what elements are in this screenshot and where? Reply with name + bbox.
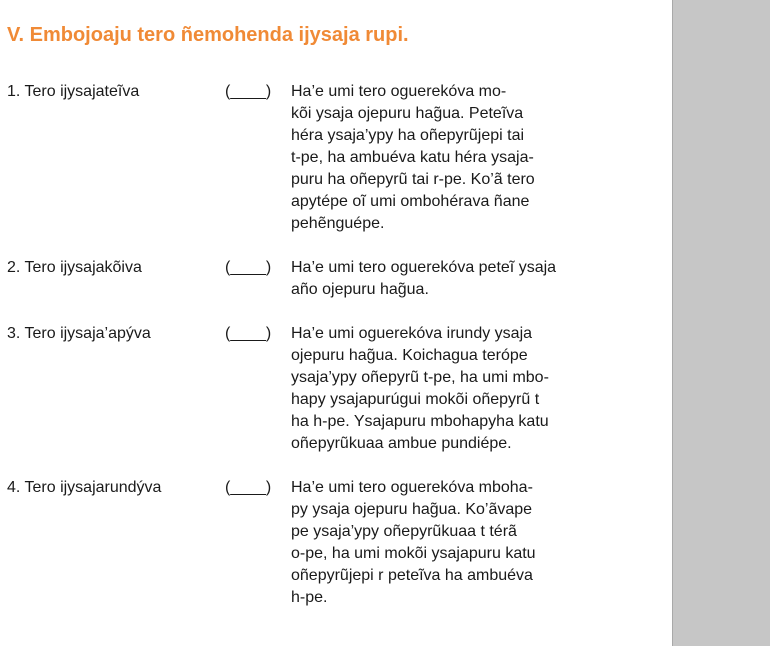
description-line: h-pe. xyxy=(291,589,328,606)
description-line: kõi ysaja ojepuru hag̃ua. Peteĩva xyxy=(291,105,524,122)
description-line: Ha’e umi tero oguerekóva mo- xyxy=(291,83,507,100)
description-line: Ha’e umi oguerekóva irundy ysaja xyxy=(291,325,533,342)
description-line: Ha’e umi tero oguerekóva peteĩ ysaja xyxy=(291,259,557,276)
side-panel xyxy=(672,0,770,646)
description-line: héra ysaja’ypy ha oñepyrũjepi tai xyxy=(291,127,525,144)
answer-blank[interactable]: (____) xyxy=(225,325,272,342)
description-line: oñepyrũkuaa ambue pundiépe. xyxy=(291,435,512,452)
item-description xyxy=(291,257,611,301)
item-term: 4. Tero ijysajarundýva xyxy=(7,479,162,496)
description-line: apytépe oĩ umi ombohérava ñane xyxy=(291,193,530,210)
description-line: año ojepuru hag̃ua. xyxy=(291,281,429,298)
item-description xyxy=(291,477,611,609)
item-description xyxy=(291,323,611,455)
answer-blank[interactable]: (____) xyxy=(225,259,272,276)
description-line: Ha’e umi tero oguerekóva mboha- xyxy=(291,479,533,496)
section-title: V. Embojoaju tero ñemohenda ijysaja rupi. xyxy=(7,24,409,46)
answer-blank[interactable]: (____) xyxy=(225,479,272,496)
item-term: 1. Tero ijysajateĩva xyxy=(7,83,140,100)
description-line: pe ysaja’ypy oñepyrũkuaa t térã xyxy=(291,523,517,540)
description-line: ha h-pe. Ysajapuru mbohapyha katu xyxy=(291,413,549,430)
description-line: pehẽnguépe. xyxy=(291,215,385,232)
item-term: 3. Tero ijysaja’apýva xyxy=(7,325,151,342)
description-line: ysaja’ypy oñepyrũ t-pe, ha umi mbo- xyxy=(291,369,549,386)
answer-blank[interactable]: (____) xyxy=(225,83,272,100)
description-line: o-pe, ha umi mokõi ysajapuru katu xyxy=(291,545,536,562)
description-line: hapy ysajapurúgui mokõi oñepyrũ t xyxy=(291,391,540,408)
description-line: ojepuru hag̃ua. Koichagua terópe xyxy=(291,347,528,364)
description-line: puru ha oñepyrũ tai r-pe. Ko’ã tero xyxy=(291,171,535,188)
item-description xyxy=(291,81,611,235)
description-line: oñepyrũjepi r peteĩva ha ambuéva xyxy=(291,567,533,584)
description-line: t-pe, ha ambuéva katu héra ysaja- xyxy=(291,149,534,166)
description-line: py ysaja ojepuru hag̃ua. Ko’ãvape xyxy=(291,501,533,518)
item-term: 2. Tero ijysajakõiva xyxy=(7,259,142,276)
